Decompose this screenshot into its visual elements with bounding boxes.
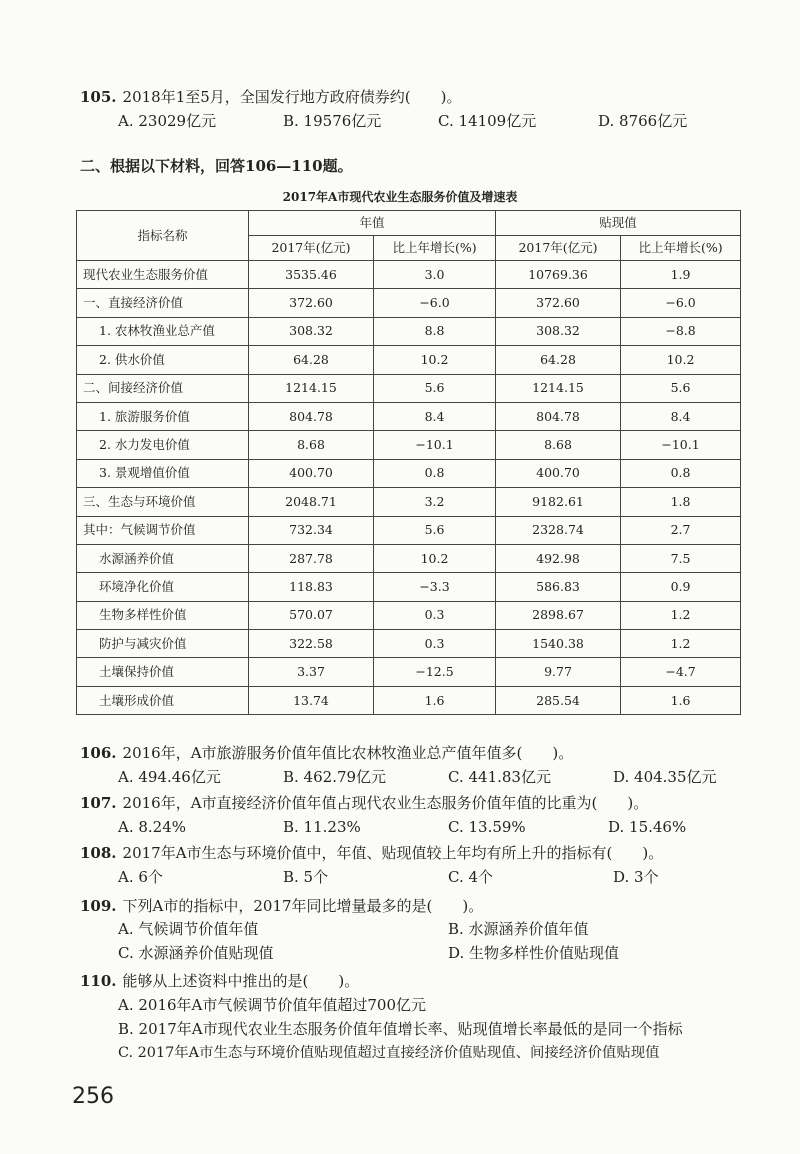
cell-indicator-name: 1. 旅游服务价值	[77, 402, 249, 430]
cell-annual-value: 118.83	[249, 573, 374, 601]
cell-discount-growth: 1.6	[621, 686, 741, 714]
cell-annual-growth: −6.0	[374, 289, 496, 317]
cell-discount-growth: −10.1	[621, 431, 741, 459]
table-row	[77, 431, 741, 459]
cell-annual-value: 400.70	[249, 459, 374, 487]
question-107	[80, 792, 648, 814]
table-row	[77, 289, 741, 317]
option-d: D. 8766亿元	[598, 112, 688, 130]
option-c: C. 水源涵养价值贴现值	[118, 944, 274, 962]
option-a: A. 气候调节价值年值	[118, 920, 259, 938]
cell-discount-value: 8.68	[496, 431, 621, 459]
header-discount-value: 2017年(亿元)	[496, 236, 621, 261]
option-d: D. 15.46%	[608, 818, 687, 836]
option-d: D. 生物多样性价值贴现值	[448, 944, 620, 962]
table-row	[77, 488, 741, 516]
cell-discount-growth: −6.0	[621, 289, 741, 317]
cell-annual-value: 64.28	[249, 346, 374, 374]
cell-discount-growth: 1.8	[621, 488, 741, 516]
cell-indicator-name: 防护与减灾价值	[77, 630, 249, 658]
table-row	[77, 516, 741, 544]
table-row	[77, 630, 741, 658]
option-c: C. 13.59%	[448, 818, 526, 836]
question-text: 2016年，A市直接经济价值年值占现代农业生态服务价值年值的比重为( )。	[122, 794, 649, 812]
section-heading: 二、根据以下材料，回答106—110题。	[80, 157, 353, 175]
cell-discount-value: 285.54	[496, 686, 621, 714]
option-a: A. 23029亿元	[118, 112, 217, 130]
cell-indicator-name: 环境净化价值	[77, 573, 249, 601]
cell-discount-growth: 0.8	[621, 459, 741, 487]
table-row	[77, 573, 741, 601]
header-annual: 年值	[249, 211, 496, 236]
cell-annual-value: 3.37	[249, 658, 374, 686]
cell-annual-value: 13.74	[249, 686, 374, 714]
cell-discount-growth: −8.8	[621, 317, 741, 345]
cell-annual-value: 2048.71	[249, 488, 374, 516]
table-row	[77, 544, 741, 572]
cell-discount-value: 1214.15	[496, 374, 621, 402]
cell-discount-value: 9.77	[496, 658, 621, 686]
cell-annual-value: 570.07	[249, 601, 374, 629]
option-b: B. 11.23%	[283, 818, 361, 836]
question-number: 105.	[80, 88, 117, 106]
cell-discount-value: 9182.61	[496, 488, 621, 516]
cell-annual-growth: −12.5	[374, 658, 496, 686]
cell-indicator-name: 现代农业生态服务价值	[77, 261, 249, 289]
cell-annual-value: 372.60	[249, 289, 374, 317]
option-a: A. 6个	[118, 868, 163, 886]
cell-annual-value: 3535.46	[249, 261, 374, 289]
table-row	[77, 402, 741, 430]
cell-annual-growth: 8.4	[374, 402, 496, 430]
cell-discount-growth: 7.5	[621, 544, 741, 572]
table-row	[77, 459, 741, 487]
option-b: B. 462.79亿元	[283, 768, 387, 786]
cell-discount-value: 400.70	[496, 459, 621, 487]
question-109	[80, 895, 483, 917]
cell-discount-value: 586.83	[496, 573, 621, 601]
option-d: D. 404.35亿元	[613, 768, 717, 786]
question-number: 107.	[80, 794, 117, 812]
cell-discount-value: 1540.38	[496, 630, 621, 658]
option-c: C. 4个	[448, 868, 494, 886]
question-106	[80, 742, 573, 764]
cell-annual-value: 732.34	[249, 516, 374, 544]
cell-discount-growth: 0.9	[621, 573, 741, 601]
cell-annual-growth: 10.2	[374, 544, 496, 572]
question-number: 108.	[80, 844, 117, 862]
option-a: A. 8.24%	[118, 818, 187, 836]
option-c: C. 14109亿元	[438, 112, 537, 130]
question-number: 109.	[80, 897, 117, 915]
cell-annual-value: 322.58	[249, 630, 374, 658]
cell-discount-value: 492.98	[496, 544, 621, 572]
page-number: 256	[72, 1084, 114, 1109]
cell-indicator-name: 土壤形成价值	[77, 686, 249, 714]
table-row	[77, 317, 741, 345]
question-105	[80, 86, 462, 108]
cell-annual-growth: 0.3	[374, 601, 496, 629]
cell-discount-value: 2328.74	[496, 516, 621, 544]
question-number: 106.	[80, 744, 117, 762]
table-row	[77, 601, 741, 629]
cell-discount-value: 2898.67	[496, 601, 621, 629]
cell-annual-growth: −3.3	[374, 573, 496, 601]
option-b: B. 2017年A市现代农业生态服务价值年值增长率、贴现值增长率最低的是同一个指标	[118, 1020, 683, 1038]
cell-indicator-name: 一、直接经济价值	[77, 289, 249, 317]
table-body	[77, 261, 741, 715]
cell-annual-growth: −10.1	[374, 431, 496, 459]
cell-discount-value: 64.28	[496, 346, 621, 374]
header-annual-value: 2017年(亿元)	[249, 236, 374, 261]
cell-indicator-name: 2. 供水价值	[77, 346, 249, 374]
data-table	[76, 210, 741, 715]
cell-discount-growth: 1.9	[621, 261, 741, 289]
table-title: 2017年A市现代农业生态服务价值及增速表	[282, 190, 518, 204]
cell-discount-growth: 8.4	[621, 402, 741, 430]
cell-annual-growth: 5.6	[374, 516, 496, 544]
option-b: B. 水源涵养价值年值	[448, 920, 589, 938]
cell-discount-growth: 1.2	[621, 630, 741, 658]
cell-discount-growth: −4.7	[621, 658, 741, 686]
cell-discount-growth: 1.2	[621, 601, 741, 629]
option-b: B. 5个	[283, 868, 329, 886]
cell-annual-value: 8.68	[249, 431, 374, 459]
header-discount-growth: 比上年增长(%)	[621, 236, 741, 261]
table-row	[77, 374, 741, 402]
option-c: C. 441.83亿元	[448, 768, 551, 786]
table-row	[77, 658, 741, 686]
cell-indicator-name: 二、间接经济价值	[77, 374, 249, 402]
question-text: 2016年，A市旅游服务价值年值比农林牧渔业总产值年值多( )。	[122, 744, 574, 762]
cell-annual-growth: 1.6	[374, 686, 496, 714]
cell-discount-growth: 10.2	[621, 346, 741, 374]
option-a: A. 2016年A市气候调节价值年值超过700亿元	[118, 996, 427, 1014]
question-number: 110.	[80, 972, 117, 990]
question-text: 2017年A市生态与环境价值中，年值、贴现值较上年均有所上升的指标有( )。	[122, 844, 664, 862]
table-row	[77, 261, 741, 289]
cell-annual-growth: 5.6	[374, 374, 496, 402]
cell-discount-growth: 5.6	[621, 374, 741, 402]
table-row	[77, 346, 741, 374]
cell-indicator-name: 3. 景观增值价值	[77, 459, 249, 487]
cell-discount-value: 804.78	[496, 402, 621, 430]
cell-indicator-name: 其中：气候调节价值	[77, 516, 249, 544]
header-indicator-name: 指标名称	[77, 211, 249, 261]
option-c: C. 2017年A市生态与环境价值贴现值超过直接经济价值贴现值、间接经济价值贴现值	[118, 1045, 660, 1061]
question-108	[80, 842, 663, 864]
cell-annual-value: 804.78	[249, 402, 374, 430]
cell-annual-value: 287.78	[249, 544, 374, 572]
cell-discount-value: 308.32	[496, 317, 621, 345]
question-text: 下列A市的指标中，2017年同比增量最多的是( )。	[122, 897, 484, 915]
cell-annual-value: 1214.15	[249, 374, 374, 402]
cell-annual-value: 308.32	[249, 317, 374, 345]
option-a: A. 494.46亿元	[118, 768, 221, 786]
option-b: B. 19576亿元	[283, 112, 382, 130]
cell-annual-growth: 10.2	[374, 346, 496, 374]
question-110	[80, 970, 359, 992]
header-discount: 贴现值	[496, 211, 741, 236]
cell-annual-growth: 3.2	[374, 488, 496, 516]
question-text: 能够从上述资料中推出的是( )。	[122, 972, 360, 990]
cell-discount-growth: 2.7	[621, 516, 741, 544]
option-d: D. 3个	[613, 868, 659, 886]
cell-annual-growth: 0.8	[374, 459, 496, 487]
cell-indicator-name: 1. 农林牧渔业总产值	[77, 317, 249, 345]
cell-annual-growth: 3.0	[374, 261, 496, 289]
table-row	[77, 686, 741, 714]
cell-annual-growth: 8.8	[374, 317, 496, 345]
question-text: 2018年1至5月，全国发行地方政府债券约( )。	[122, 88, 462, 106]
cell-indicator-name: 生物多样性价值	[77, 601, 249, 629]
cell-indicator-name: 三、生态与环境价值	[77, 488, 249, 516]
header-annual-growth: 比上年增长(%)	[374, 236, 496, 261]
cell-annual-growth: 0.3	[374, 630, 496, 658]
cell-discount-value: 10769.36	[496, 261, 621, 289]
cell-discount-value: 372.60	[496, 289, 621, 317]
cell-indicator-name: 水源涵养价值	[77, 544, 249, 572]
cell-indicator-name: 土壤保持价值	[77, 658, 249, 686]
cell-indicator-name: 2. 水力发电价值	[77, 431, 249, 459]
